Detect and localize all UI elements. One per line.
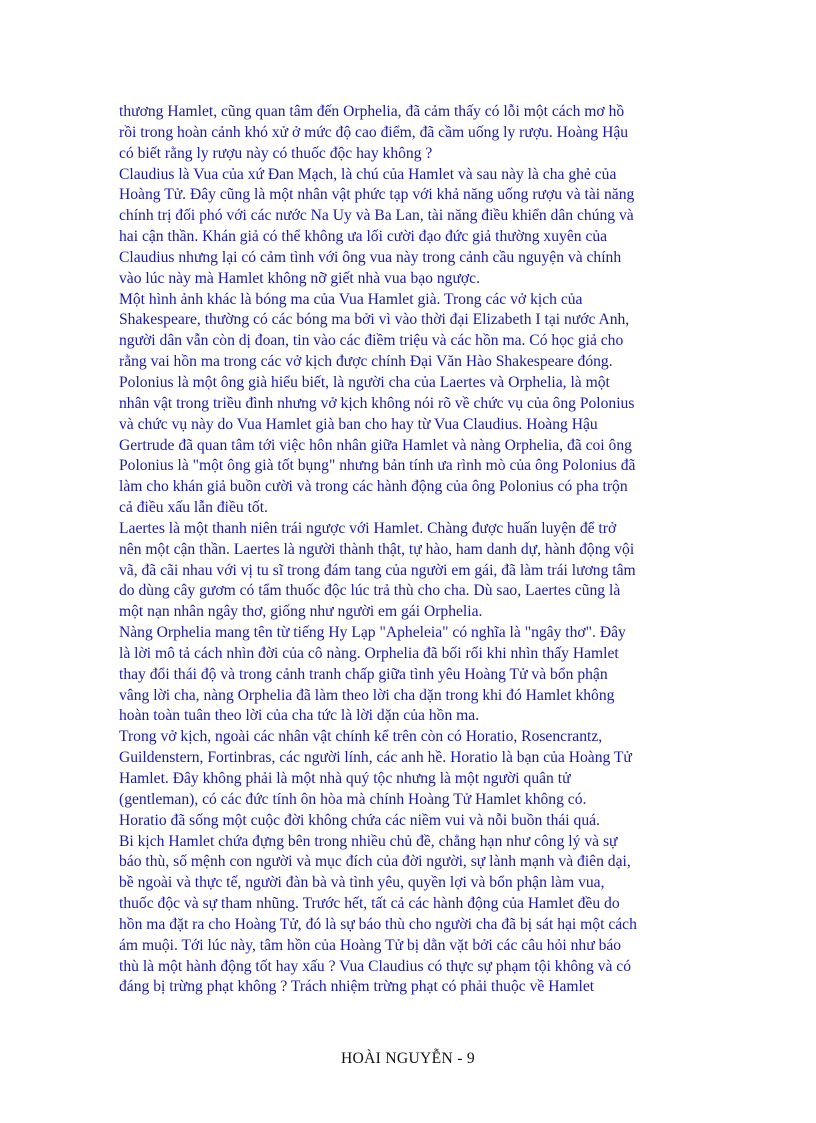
text-line: vào lúc này mà Hamlet không nỡ giết nhà vua bạo ngược.	[119, 269, 480, 287]
body-text	[119, 102, 719, 998]
text-line: Hamlet. Đây không phải là một nhà quý tộc nhưng là một người quân tử	[119, 770, 571, 787]
text-line: người dân vẫn còn dị đoan, tin vào các điềm triệu và các hồn ma. Có học giả cho	[119, 332, 624, 350]
text-line: chính trị đối phó với các nước Na Uy và Ba Lan, tài năng điều khiển dân chúng và	[119, 207, 634, 225]
text-line: Polonius là "một ông già tốt bụng" nhưng bản tính ưa rình mò của ông Polonius đã	[119, 457, 636, 475]
text-line: Guildenstern, Fortinbras, các người lính, các anh hề. Horatio là bạn của Hoàng Tử	[119, 749, 632, 767]
text-line: báo thù, số mệnh con người và mục đích của đời người, sự lành mạnh và điên dại,	[119, 853, 631, 871]
text-line: hai cận thần. Khán giả có thể không ưa lối cười đạo đức giả thường xuyên của	[119, 228, 608, 246]
text-line: nên một cận thần. Laertes là người thành thật, tự hào, ham danh dự, hành động vội	[119, 540, 635, 558]
text-line: (gentleman), có các đức tính ôn hòa mà chính Hoàng Tử Hamlet không có.	[119, 790, 587, 808]
text-line: hồn ma đặt ra cho Hoàng Tử, đó là sự báo thù cho người cha đã bị sát hại một cách	[119, 915, 637, 933]
text-line: thù là một hành động tốt hay xấu ? Vua Claudius có thực sự phạm tội không và có	[119, 957, 631, 975]
text-line: Nàng Orphelia mang tên từ tiếng Hy Lạp "Apheleia" có nghĩa là "ngây thơ". Đây	[119, 624, 626, 642]
text-line: và chức vụ này do Vua Hamlet già ban cho hay từ Vua Claudius. Hoàng Hậu	[119, 415, 598, 433]
text-line: hoàn toàn tuân theo lời của cha tức là lời dặn của hồn ma.	[119, 707, 480, 725]
text-line: Polonius là một ông già hiểu biết, là người cha của Laertes và Orphelia, là một	[119, 373, 610, 391]
text-line: ám muội. Tới lúc này, tâm hồn của Hoàng Tử bị dằn vặt bởi các câu hỏi như báo	[119, 936, 622, 954]
text-line: Bi kịch Hamlet chứa đựng bên trong nhiều chủ đề, chẳng hạn như công lý và sự	[119, 832, 618, 850]
text-line: bề ngoài và thực tế, người đàn bà và tình yêu, quyền lợi và bổn phận làm vua,	[119, 874, 605, 892]
text-line: là lời mô tả cách nhìn đời của cô nàng. Orphelia đã bối rối khi nhìn thấy Hamlet	[119, 644, 619, 662]
text-line: làm cho khán giả buồn cười và trong các hành động của ông Polonius có pha trộn	[119, 478, 628, 496]
text-line: Shakespeare, thường có các bóng ma bởi vì vào thời đại Elizabeth I tại nước Anh,	[119, 311, 630, 329]
text-line: Laertes là một thanh niên trái ngược với Hamlet. Chàng được huấn luyện để trở	[119, 519, 617, 537]
text-line: thương Hamlet, cũng quan tâm đến Orphelia, đã cảm thấy có lỗi một cách mơ hồ	[119, 103, 625, 120]
text-line: thay đổi thái độ và trong cảnh tranh chấp giữa tình yêu Hoàng Tử và bổn phận	[119, 665, 608, 683]
text-line: Claudius nhưng lại có cảm tình với ông vua này trong cảnh cầu nguyện và chính	[119, 248, 622, 266]
text-line: có biết rằng ly rượu này có thuốc độc hay không ?	[119, 144, 433, 162]
text-line: thuốc độc và sự tham nhũng. Trước hết, tất cả các hành động của Hamlet đều do	[119, 895, 620, 913]
text-line: Trong vở kịch, ngoài các nhân vật chính kể trên còn có Horatio, Rosencrantz,	[119, 728, 603, 746]
text-line: Claudius là Vua của xứ Đan Mạch, là chú của Hamlet và sau này là cha ghẻ của	[119, 165, 617, 183]
text-line: rồi trong hoàn cảnh khó xử ở mức độ cao điểm, đã cầm uống ly rượu. Hoàng Hậu	[119, 123, 629, 141]
text-line: nhân vật trong triều đình nhưng vở kịch không nói rõ về chức vụ của ông Polonius	[119, 394, 635, 412]
text-line: Hoàng Tử. Đây cũng là một nhân vật phức tạp với khả năng uống rượu và tài năng	[119, 186, 635, 204]
text-line: đáng bị trừng phạt không ? Trách nhiệm trừng phạt có phải thuộc về Hamlet	[119, 978, 595, 996]
text-line: vâng lời cha, nàng Orphelia đã làm theo lời cha dặn trong khi đó Hamlet không	[119, 686, 615, 704]
text-line: Một hình ảnh khác là bóng ma của Vua Hamlet già. Trong các vở kịch của	[119, 290, 583, 308]
text-line: do dùng cây gươm có tẩm thuốc độc lúc trả thù cho cha. Dù sao, Laertes cũng là	[119, 582, 621, 600]
page-footer: HOÀI NGUYỄN - 9	[341, 1050, 475, 1067]
text-line: rằng vai hồn ma trong các vở kịch được chính Đại Văn Hào Shakespeare đóng.	[119, 353, 613, 371]
text-line: một nạn nhân ngây thơ, giống như người em gái Orphelia.	[119, 603, 483, 621]
text-line: Gertrude đã quan tâm tới việc hôn nhân giữa Hamlet và nàng Orphelia, đã coi ông	[119, 436, 632, 454]
text-line: vã, đã cãi nhau với vị tu sĩ trong đám tang của người em gái, đã làm trái lương tâm	[119, 561, 636, 579]
text-line: Horatio đã sống một cuộc đời không chứa các niềm vui và nỗi buồn thái quá.	[119, 811, 600, 829]
text-line: cả điều xấu lẫn điều tốt.	[119, 499, 268, 517]
